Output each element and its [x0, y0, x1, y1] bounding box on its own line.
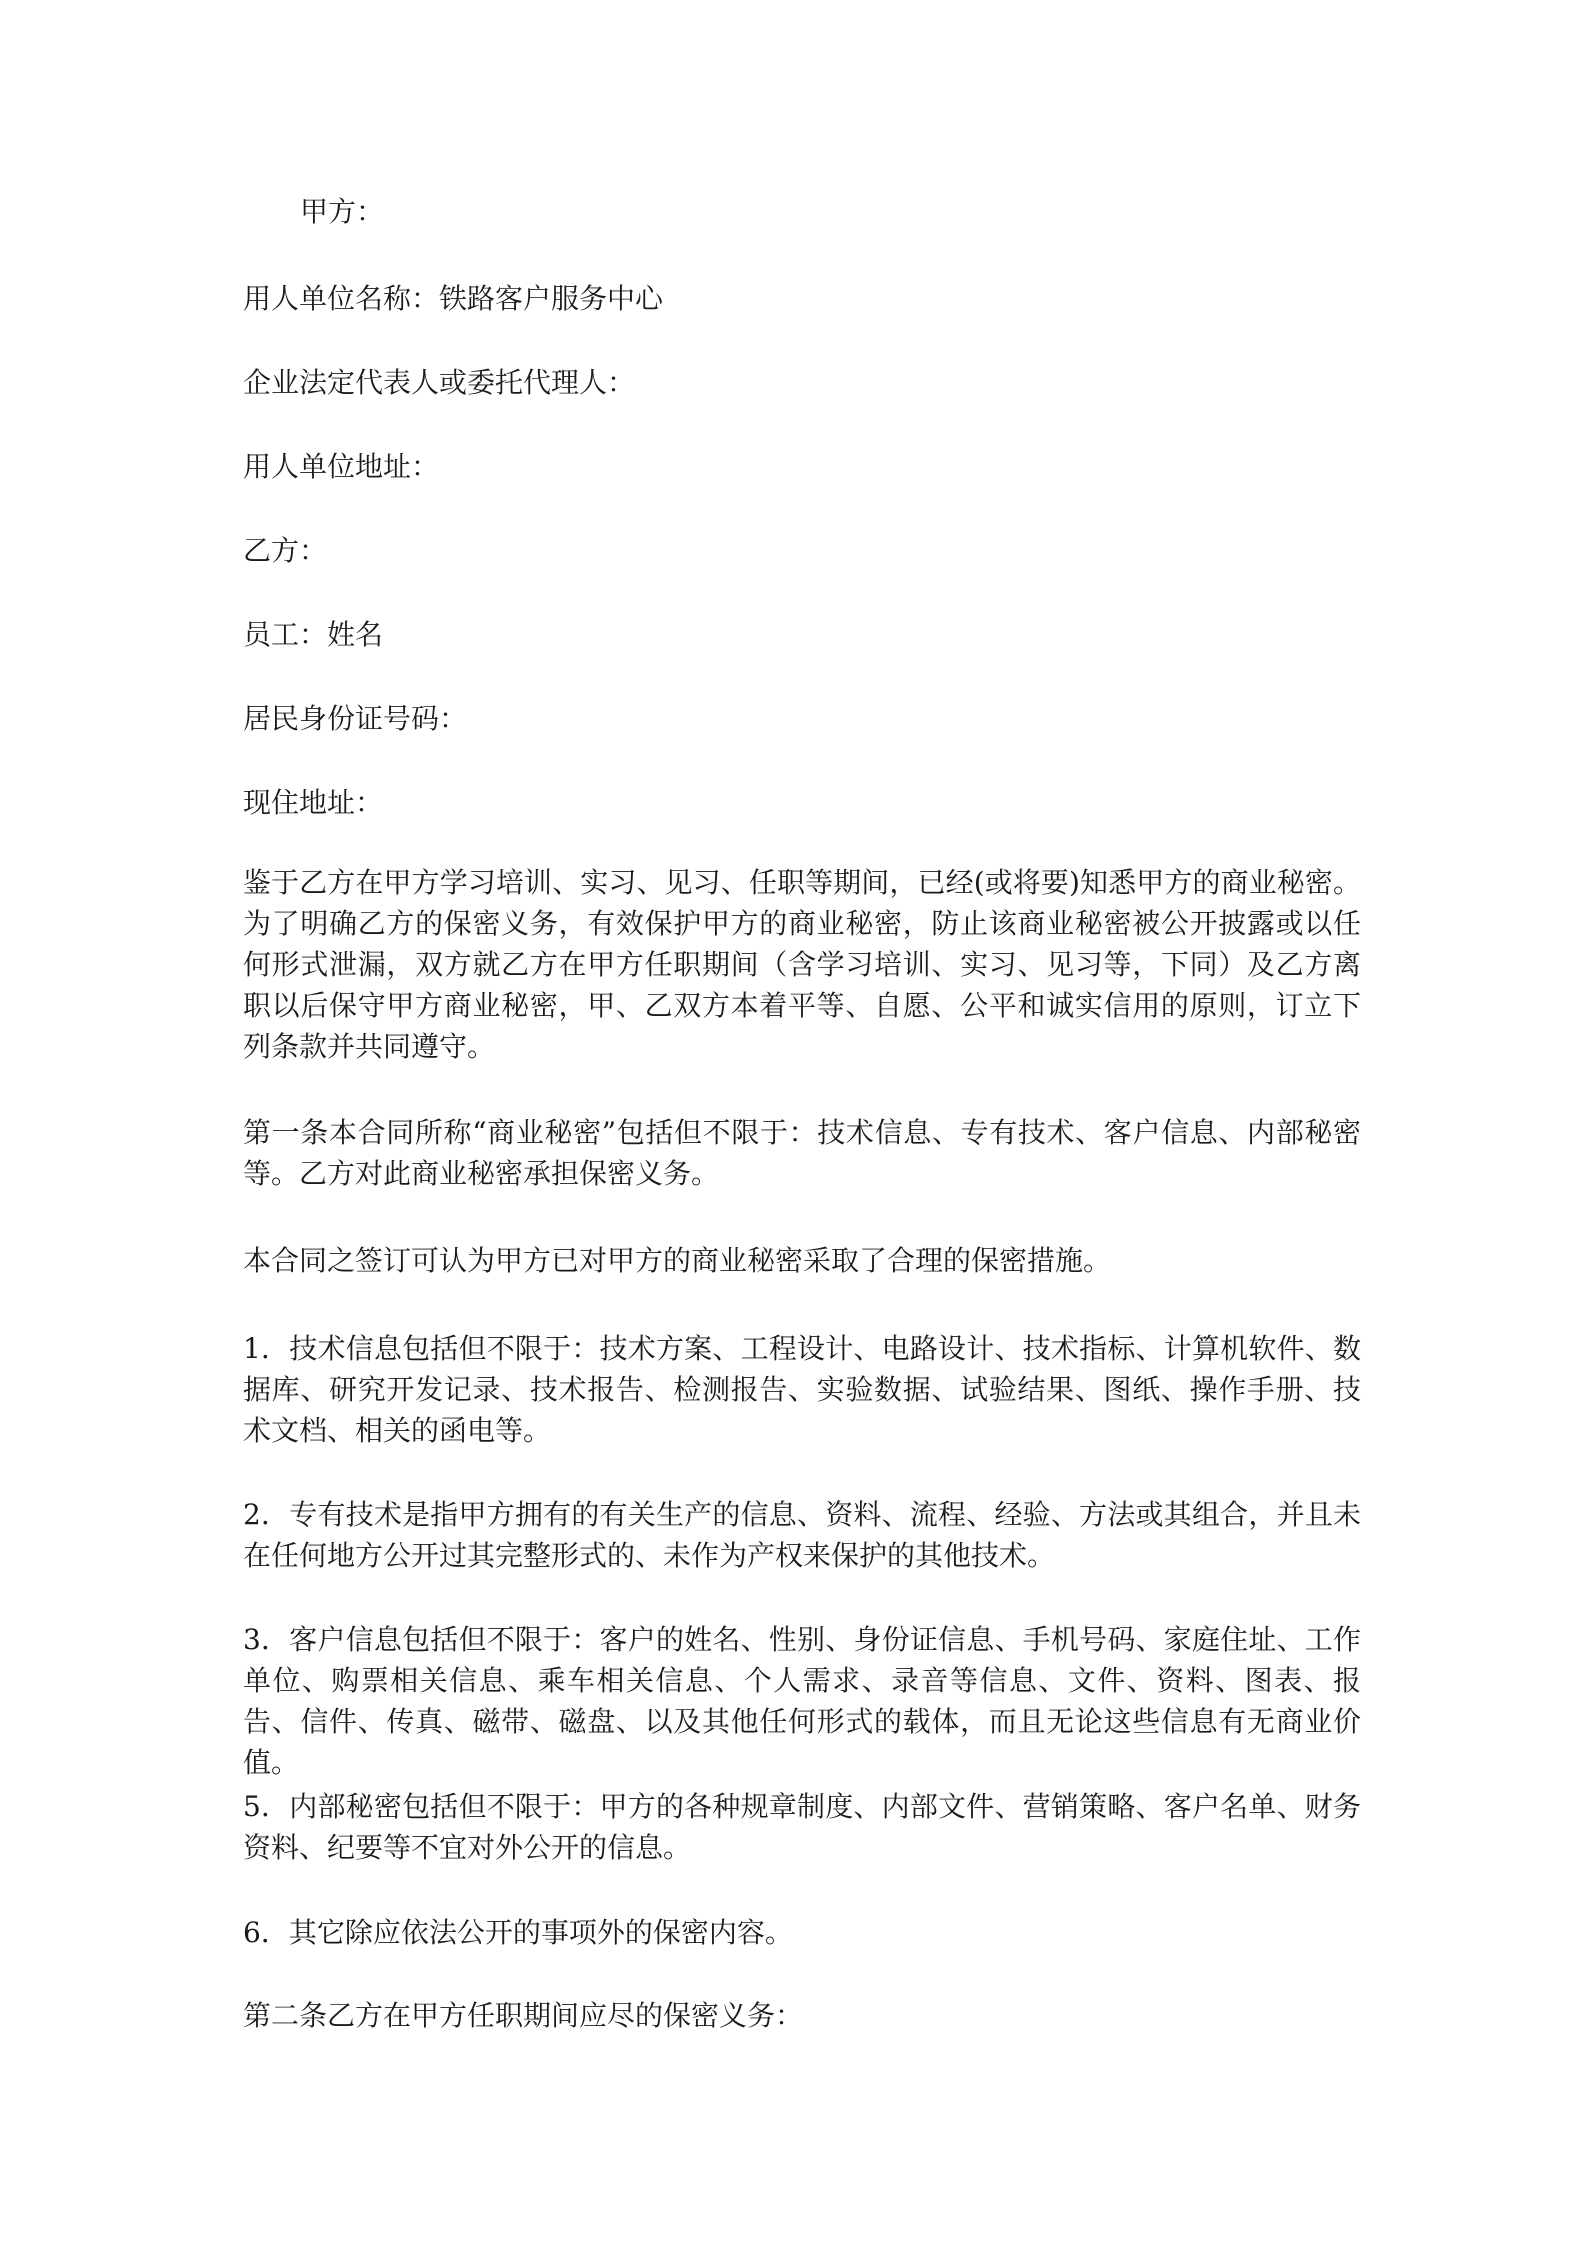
id-number: 居民身份证号码：	[243, 702, 468, 735]
preamble-paragraph: 鉴于乙方在甲方学习培训、实习、见习、任职等期间，已经(或将要)知悉甲方的商业秘密。为了明确乙方的保密义务，有效保护甲方的商业秘密，防止该商业秘密被公开披露或以任何形式泄漏，双方就乙方在甲方任职期间（含学习培训、实习、见习等，下同）及乙方离职以后保守甲方商业秘密，甲、乙双方本着平等、自愿、公平和诚实信用的原则，订立下列条款并共同遵守。	[243, 866, 1361, 1063]
item-5-paragraph: 5．内部秘密包括但不限于：甲方的各种规章制度、内部文件、营销策略、客户名单、财务资料、纪要等不宜对外公开的信息。	[243, 1790, 1361, 1864]
item-1-paragraph: 1．技术信息包括但不限于：技术方案、工程设计、电路设计、技术指标、计算机软件、数据库、研究开发记录、技术报告、检测报告、实验数据、试验结果、图纸、操作手册、技术文档、相关的函电等。	[243, 1332, 1361, 1447]
current-address: 现住地址：	[243, 786, 384, 819]
employer-address: 用人单位地址：	[243, 450, 440, 483]
item-2-paragraph: 2．专有技术是指甲方拥有的有关生产的信息、资料、流程、经验、方法或其组合，并且未在任何地方公开过其完整形式的、未作为产权来保护的其他技术。	[243, 1498, 1361, 1572]
item-3-paragraph: 3．客户信息包括但不限于：客户的姓名、性别、身份证信息、手机号码、家庭住址、工作单位、购票相关信息、乘车相关信息、个人需求、录音等信息、文件、资料、图表、报告、信件、传真、磁带、磁盘、以及其他任何形式的载体，而且无论这些信息有无商业价值。	[243, 1623, 1361, 1779]
item-6-paragraph: 6．其它除应依法公开的事项外的保密内容。	[243, 1916, 793, 1949]
party-a-header: 甲方：	[300, 195, 385, 228]
party-b-header: 乙方：	[243, 534, 328, 567]
legal-representative: 企业法定代表人或委托代理人：	[243, 366, 636, 399]
article-2-paragraph: 第二条乙方在甲方任职期间应尽的保密义务：	[243, 1999, 804, 2032]
confidentiality-measures-paragraph: 本合同之签订可认为甲方已对甲方的商业秘密采取了合理的保密措施。	[243, 1244, 1112, 1277]
employer-name: 用人单位名称：铁路客户服务中心	[243, 282, 664, 315]
article-1-paragraph: 第一条本合同所称“商业秘密”包括但不限于：技术信息、专有技术、客户信息、内部秘密等。乙方对此商业秘密承担保密义务。	[243, 1116, 1361, 1190]
employee-name: 员工：姓名	[243, 618, 384, 651]
